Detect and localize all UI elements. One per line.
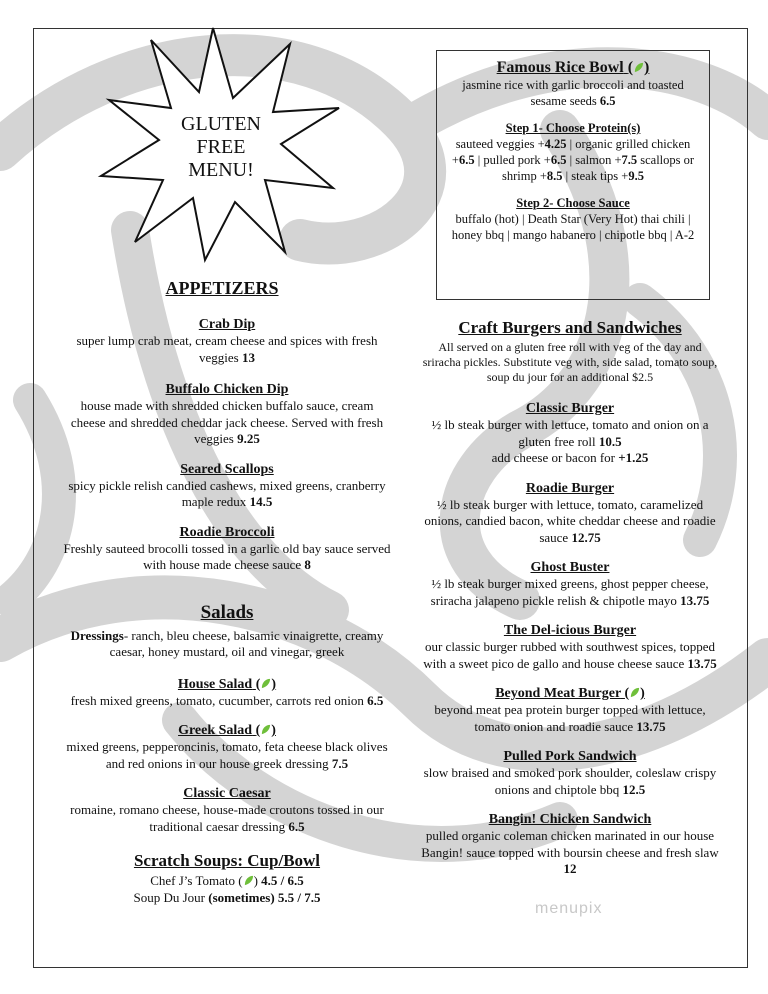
menu-item bbox=[62, 525, 392, 574]
menu-item bbox=[62, 786, 392, 835]
leaf-icon bbox=[260, 678, 271, 689]
item-name: House Salad ( ) bbox=[177, 676, 277, 692]
leaf-icon bbox=[629, 687, 640, 698]
item-desc: spicy pickle relish candied cashews, mixed greens, cranberry maple redux bbox=[68, 477, 386, 509]
step2-options: buffalo (hot) | Death Star (Very Hot) thai chili | honey bbq | mango habanero | chipotle bbq | A-2 bbox=[451, 212, 695, 242]
item-desc: romaine, romano cheese, house-made croutons tossed in our traditional caesar dressing bbox=[70, 802, 384, 834]
item-price: 13 bbox=[241, 349, 255, 365]
item-name: Bangin! Chicken Sandwich bbox=[488, 812, 652, 827]
item-price: 12 bbox=[563, 861, 577, 876]
menu-item bbox=[420, 623, 720, 672]
item-price: 6.5 bbox=[288, 818, 305, 834]
soups-heading: Scratch Soups: Cup/Bowl bbox=[133, 851, 321, 870]
item-name: The Del-icious Burger bbox=[503, 623, 637, 638]
item-name: Seared Scallops bbox=[180, 461, 274, 477]
item-desc: mixed greens, pepperoncinis, tomato, feta cheese black olives and red onions in our house greek dressing bbox=[66, 739, 388, 771]
item-price: 13.75 bbox=[680, 592, 710, 608]
dressings-list: Dressings- ranch, bleu cheese, balsamic vinaigrette, creamy caesar, honey mustard, oil and vinegar, greek bbox=[70, 627, 384, 659]
menu-item bbox=[420, 686, 720, 735]
soup-line: Soup Du Jour (sometimes) 5.5 / 7.5 bbox=[133, 889, 321, 905]
item-desc: beyond meat pea protein burger topped with lettuce, tomato onion and roadie sauce bbox=[434, 702, 706, 734]
salads-heading: Salads bbox=[200, 601, 254, 623]
menu-item bbox=[420, 749, 720, 798]
step2-title: Step 2- Choose Sauce bbox=[516, 196, 630, 210]
right-column bbox=[420, 318, 720, 878]
menu-item bbox=[62, 382, 392, 448]
soup-line: Chef J’s Tomato ( ) 4.5 / 6.5 bbox=[150, 873, 304, 888]
item-desc: pulled organic coleman chicken marinated in our house Bangin! sauce topped with boursin cheese and fresh slaw bbox=[421, 828, 719, 860]
item-name: Classic Caesar bbox=[183, 786, 271, 801]
leaf-icon bbox=[260, 724, 271, 735]
leaf-icon bbox=[243, 875, 254, 886]
item-name: Buffalo Chicken Dip bbox=[165, 382, 289, 397]
item-price: 14.5 bbox=[249, 494, 273, 509]
rice-bowl-box bbox=[436, 50, 710, 300]
menu-item bbox=[62, 677, 392, 710]
item-desc: super lump crab meat, cream cheese and spices with fresh veggies bbox=[76, 333, 378, 365]
appetizers-heading: APPETIZERS bbox=[165, 278, 279, 298]
item-desc: house made with shredded chicken buffalo sauce, cream cheese and shredded cheddar jack cheese. Served with fresh veggies bbox=[70, 398, 384, 446]
watermark: menupix bbox=[535, 900, 603, 917]
item-desc: ½ lb steak burger mixed greens, ghost pepper cheese, sriracha jalapeno pickle relish & chipotle mayo bbox=[430, 576, 709, 608]
menu-title: GLUTEN FREE MENU! bbox=[181, 113, 261, 181]
menu-item bbox=[62, 462, 392, 511]
item-price: 13.75 bbox=[636, 718, 666, 734]
item-name: Roadie Burger bbox=[525, 480, 615, 496]
rice-bowl-title: Famous Rice Bowl ( ) bbox=[496, 59, 650, 76]
menu-item bbox=[420, 481, 720, 547]
item-price: 8 bbox=[304, 557, 311, 572]
step1-title: Step 1- Choose Protein(s) bbox=[505, 121, 641, 135]
item-desc: ½ lb steak burger with lettuce, tomato, caramelized onions, candied bacon, white cheddar cheese and roadie sauce bbox=[424, 496, 716, 545]
item-name: Beyond Meat Burger ( ) bbox=[495, 686, 645, 701]
item-name: Roadie Broccoli bbox=[179, 524, 275, 540]
item-name: Crab Dip bbox=[198, 317, 256, 332]
item-price: 7.5 bbox=[331, 755, 349, 771]
item-name: Greek Salad ( ) bbox=[178, 723, 276, 738]
menu-item: Classic Burger ½ lb steak burger with lettuce, tomato and onion on a gluten free roll 10.5 add cheese or bacon for +1.25 bbox=[420, 401, 720, 467]
item-price: 12.75 bbox=[571, 529, 601, 545]
left-column bbox=[62, 278, 392, 906]
burgers-intro: All served on a gluten free roll with veg of the day and sriracha pickles. Substitute veg with, side salad, tomato soup, soup du jour for an additional $2.5 bbox=[422, 340, 718, 384]
item-desc: our classic burger rubbed with southwest spices, topped with a sweet pico de gallo and house cheese sauce bbox=[423, 639, 716, 671]
item-price: 10.5 bbox=[598, 433, 622, 449]
step1-options: sauteed veggies +4.25 | organic grilled chicken +6.5 | pulled pork +6.5 | salmon +7.5 scallops or shrimp +8.5 | steak tips +9.5 bbox=[451, 137, 695, 183]
menu-item bbox=[420, 812, 720, 878]
item-name: Pulled Pork Sandwich bbox=[503, 749, 637, 764]
item-name: Classic Burger bbox=[525, 401, 615, 416]
item-desc: fresh mixed greens, tomato, cucumber, carrots red onion bbox=[70, 692, 364, 708]
item-price: 9.25 bbox=[237, 431, 260, 446]
item-name: Ghost Buster bbox=[530, 560, 610, 575]
menu-item bbox=[420, 560, 720, 609]
leaf-icon bbox=[633, 62, 644, 73]
burgers-heading: Craft Burgers and Sandwiches bbox=[458, 318, 682, 337]
item-desc: slow braised and smoked pork shoulder, coleslaw crispy onions and chiptole bbq bbox=[423, 765, 717, 797]
item-price: 13.75 bbox=[687, 655, 717, 671]
item-price: 6.5 bbox=[367, 692, 384, 708]
rice-bowl-desc: jasmine rice with garlic broccoli and toasted sesame seeds 6.5 bbox=[462, 78, 684, 108]
item-price: 12.5 bbox=[622, 781, 646, 797]
item-desc: ½ lb steak burger with lettuce, tomato and onion on a gluten free roll bbox=[431, 417, 709, 449]
menu-item bbox=[62, 317, 392, 366]
menu-item bbox=[62, 723, 392, 772]
item-desc: Freshly sauteed brocolli tossed in a garlic old bay sauce served with house made cheese sauce bbox=[63, 540, 391, 572]
